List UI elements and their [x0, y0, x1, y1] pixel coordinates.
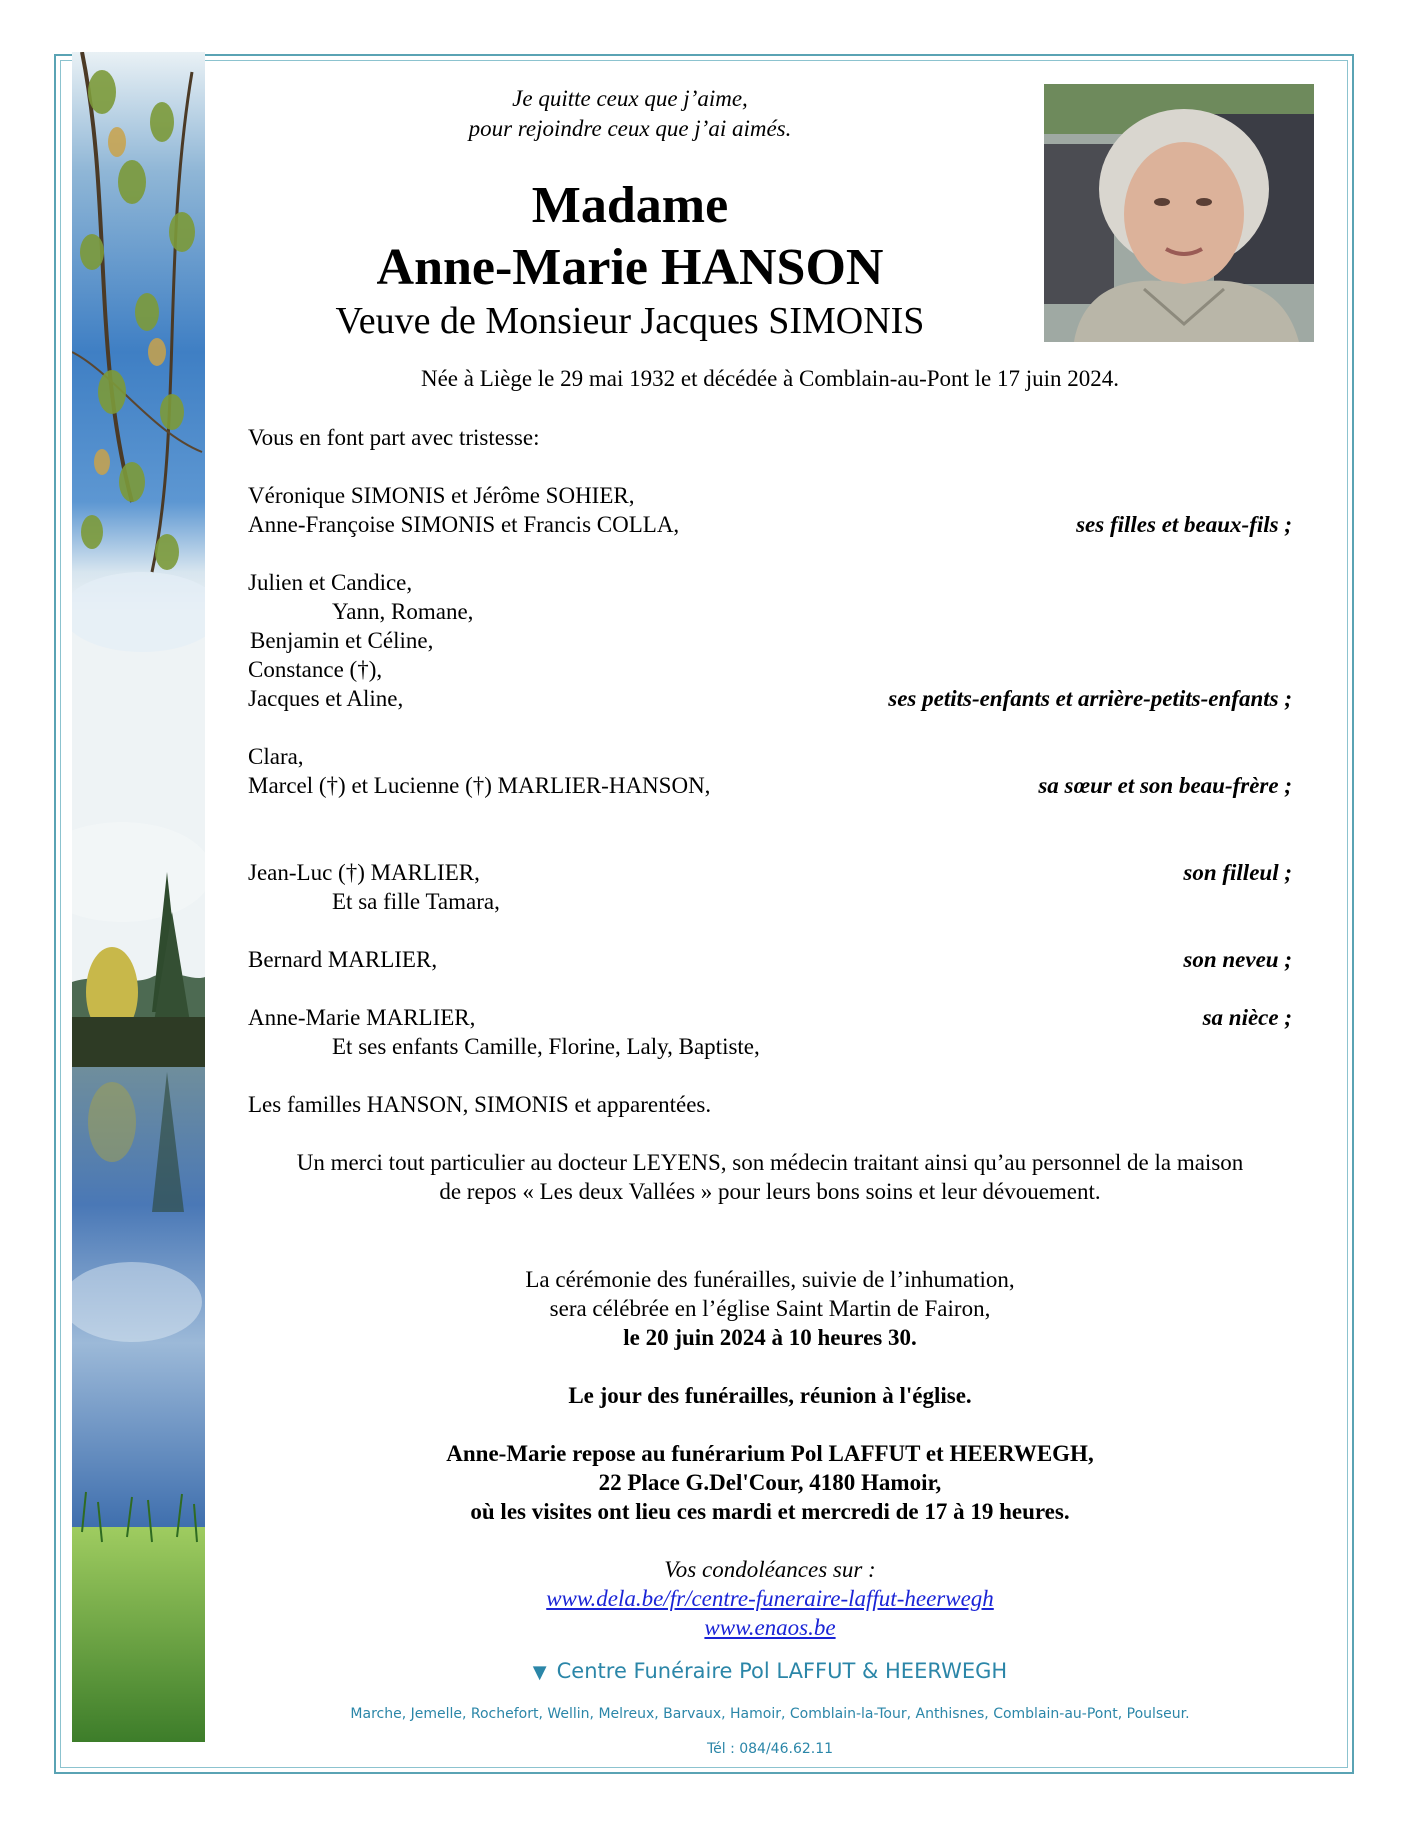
- announcement-intro: Vous en font part avec tristesse:: [248, 425, 540, 450]
- sister-line-2: Marcel (†) et Lucienne (†) MARLIER-HANSON,: [248, 773, 711, 798]
- epigraph-line-2: pour rejoindre ceux que j’ai aimés.: [468, 116, 792, 141]
- niece-line-2: Et ses enfants Camille, Florine, Laly, Baptiste,: [332, 1034, 760, 1059]
- grandchildren-line-3: Benjamin et Céline,: [250, 628, 434, 653]
- grandchildren-line-1: Julien et Candice,: [248, 570, 413, 595]
- grandchildren-role: ses petits-enfants et arrière-petits-enfants ;: [888, 686, 1292, 711]
- grandchildren-line-2: Yann, Romane,: [332, 599, 474, 624]
- godson-role: son filleul ;: [1183, 860, 1292, 885]
- grandchildren-line-4: Constance (†),: [248, 657, 383, 682]
- nephew-line: Bernard MARLIER,: [248, 947, 438, 972]
- widow-of: Veuve de Monsieur Jacques SIMONIS: [335, 300, 925, 342]
- condolences-link-enaos[interactable]: www.enaos.be: [704, 1615, 836, 1640]
- footer-company: [400, 1657, 1140, 1687]
- condolences-label: Vos condoléances sur :: [664, 1557, 876, 1582]
- daughters-role: ses filles et beaux-fils ;: [1076, 512, 1292, 537]
- godson-line-1: Jean-Luc (†) MARLIER,: [248, 860, 480, 885]
- footer-locations: Marche, Jemelle, Rochefort, Wellin, Melreux, Barvaux, Hamoir, Comblain-la-Tour, Anthisnes, Comblain-au-Pont, Poulseur.: [350, 1706, 1190, 1722]
- repose-line-1: Anne-Marie repose au funérarium Pol LAFFUT et HEERWEGH,: [446, 1441, 1094, 1466]
- epigraph-line-1: Je quitte ceux que j’aime,: [512, 86, 748, 111]
- niece-line-1: Anne-Marie MARLIER,: [248, 1005, 476, 1030]
- portrait-photo: [1044, 84, 1314, 342]
- thanks-line-1: Un merci tout particulier au docteur LEYENS, son médecin traitant ainsi qu’au personnel de la maison: [296, 1150, 1244, 1175]
- footer-phone: Tél : 084/46.62.11: [706, 1741, 834, 1757]
- nephew-role: son neveu ;: [1183, 947, 1292, 972]
- footer-company-name: Centre Funéraire Pol LAFFUT & HEERWEGH: [556, 1659, 1008, 1683]
- daughters-line-1: Véronique SIMONIS et Jérôme SOHIER,: [248, 483, 635, 508]
- thanks-line-2: de repos « Les deux Vallées » pour leurs bons soins et leur dévouement.: [439, 1179, 1101, 1204]
- deceased-name: Anne-Marie HANSON: [376, 239, 884, 296]
- daughters-line-2: Anne-Françoise SIMONIS et Francis COLLA,: [248, 512, 680, 537]
- sister-role: sa sœur et son beau-frère ;: [1038, 773, 1292, 798]
- grandchildren-line-5: Jacques et Aline,: [248, 686, 404, 711]
- godson-line-2: Et sa fille Tamara,: [332, 889, 500, 914]
- ceremony-line-2: sera célébrée en l’église Saint Martin de Fairon,: [549, 1296, 991, 1321]
- ceremony-line-1: La cérémonie des funérailles, suivie de l’inhumation,: [525, 1267, 1015, 1292]
- sister-line-1: Clara,: [248, 744, 304, 769]
- niece-role: sa nièce ;: [1202, 1005, 1292, 1030]
- birth-death-line: Née à Liège le 29 mai 1932 et décédée à Comblain-au-Pont le 17 juin 2024.: [420, 366, 1120, 391]
- honorific: Madame: [531, 177, 729, 234]
- triangle-down-icon: ▼: [532, 1662, 547, 1683]
- repose-line-2: 22 Place G.Del'Cour, 4180 Hamoir,: [598, 1470, 942, 1495]
- ceremony-date: le 20 juin 2024 à 10 heures 30.: [623, 1325, 917, 1350]
- condolences-link-dela[interactable]: www.dela.be/fr/centre-funeraire-laffut-heerwegh: [546, 1586, 994, 1611]
- meeting-line: Le jour des funérailles, réunion à l'église.: [568, 1383, 972, 1408]
- repose-line-3: où les visites ont lieu ces mardi et mercredi de 17 à 19 heures.: [470, 1499, 1070, 1524]
- families-line: Les familles HANSON, SIMONIS et apparentées.: [248, 1092, 712, 1117]
- side-nature-image: [72, 52, 205, 1742]
